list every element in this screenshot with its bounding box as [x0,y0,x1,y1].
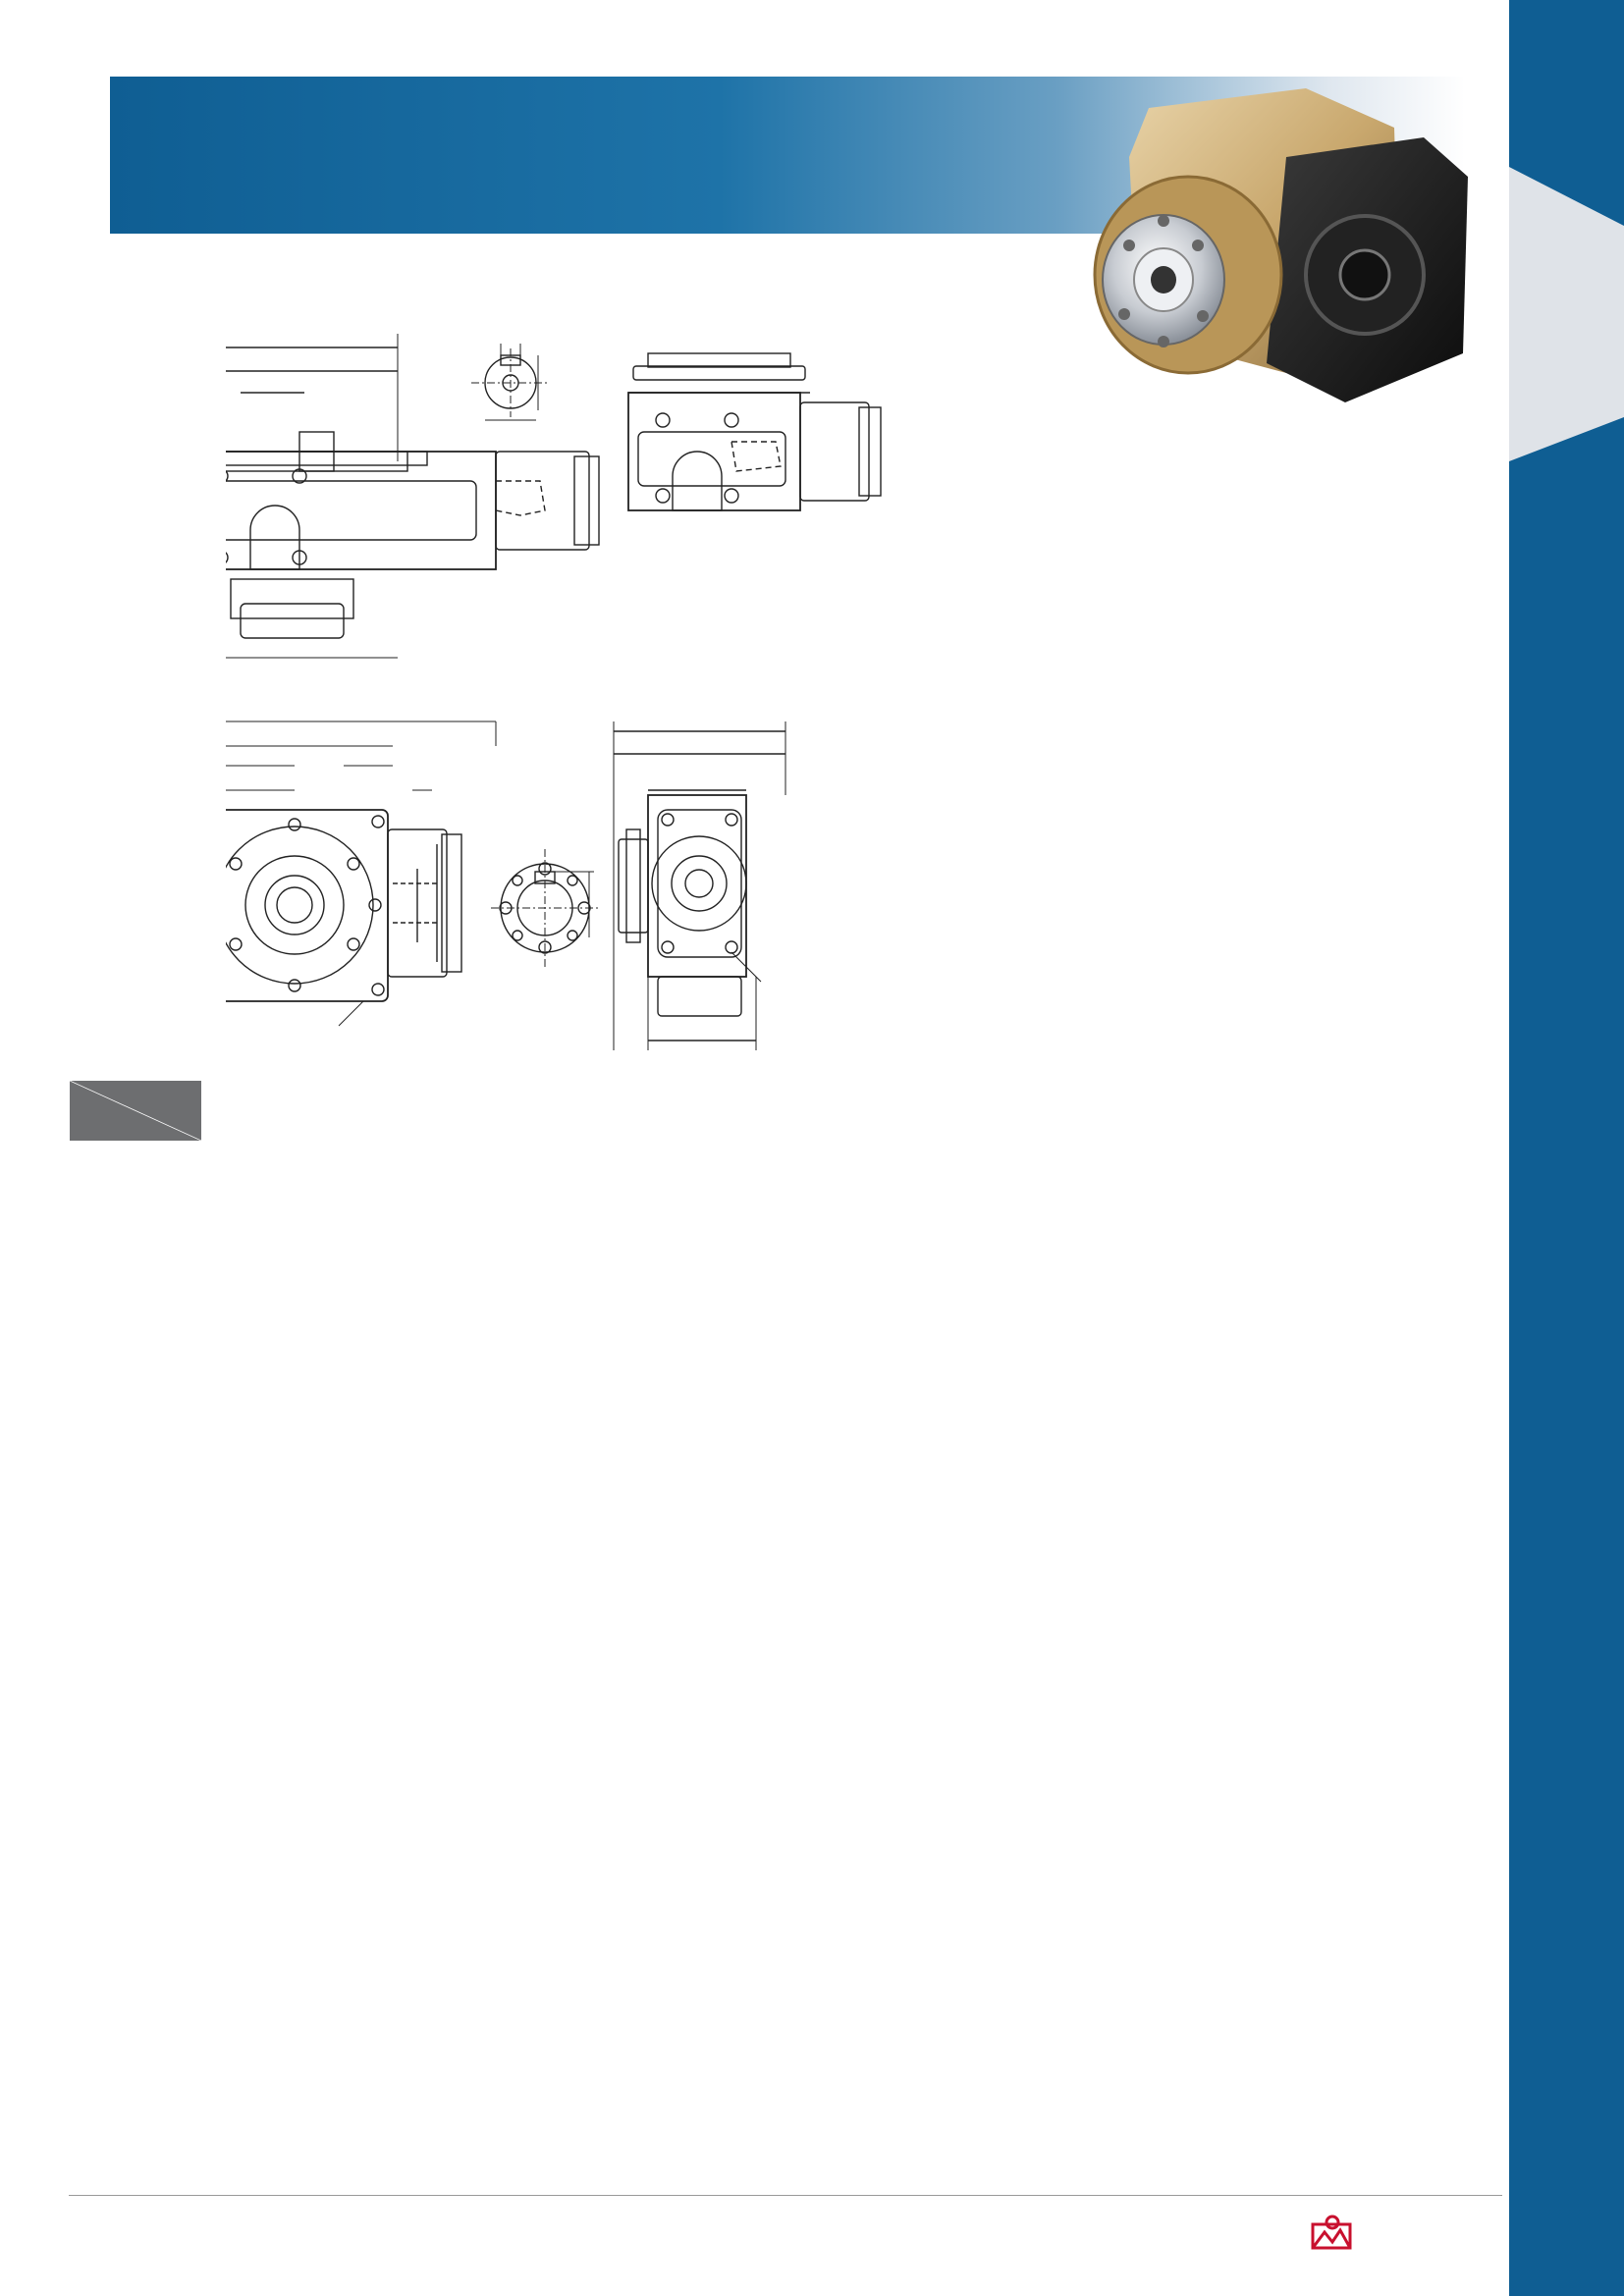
front-view-drawing [226,479,525,826]
dimension-drawings [226,334,1512,1060]
liming-logo-icon [1311,2215,1356,2250]
flange-detail [491,849,599,967]
dimension-spec-table [69,1080,1499,1142]
table-corner-cell [70,1081,202,1142]
top-view-drawing [226,334,599,658]
front-view-main [226,721,496,1026]
shaft-detail [471,344,550,420]
footer-logo [1311,2215,1378,2250]
footer-divider [69,2195,1502,2196]
right-view-drawing [628,353,881,510]
table-header-row [70,1081,1499,1142]
side-view-drawing [614,721,785,1050]
